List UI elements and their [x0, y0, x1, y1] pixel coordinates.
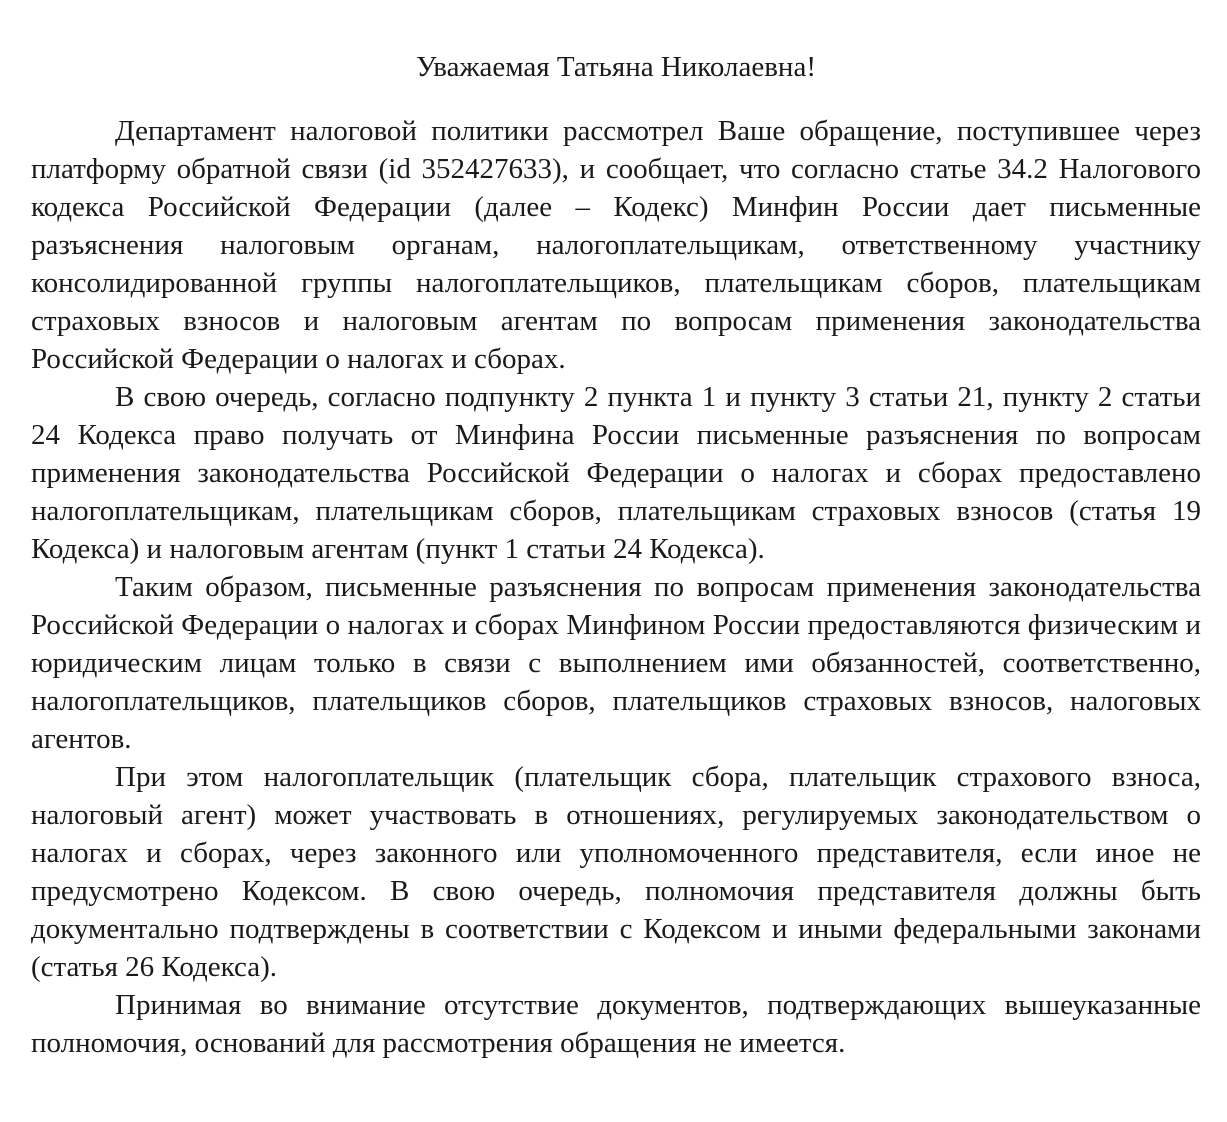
- paragraph-4: При этом налогоплательщик (плательщик сбора, плательщик страхового взноса, налоговый агент) может участвовать в отношениях, регулируемых законодательством о налогах и сборах, через законного или уполномоченного представителя, если иное не предусмотрено Кодексом. В свою очередь, полномочия представителя должны быть документально подтверждены в соответствии с Кодексом и иными федеральными законами (статья 26 Кодекса).: [31, 761, 1201, 983]
- paragraph-1: Департамент налоговой политики рассмотрел Ваше обращение, поступившее через платформу обратной связи (id 352427633), и сообщает, что согласно статье 34.2 Налогового кодекса Российской Федерации (далее – Кодекс) Минфин России дает письменные разъяснения налоговым органам, налогоплательщикам, ответственному участнику консолидированной группы налогоплательщиков, плательщикам сборов, плательщикам страховых взносов и налоговым агентам по вопросам применения законодательства Российской Федерации о налогах и сборах.: [31, 115, 1201, 375]
- paragraph-3: Таким образом, письменные разъяснения по вопросам применения законодательства Российской Федерации о налогах и сборах Минфином России предоставляются физическим и юридическим лицам только в связи с выполнением ими обязанностей, соответственно, налогоплательщиков, плательщиков сборов, плательщиков страховых взносов, налоговых агентов.: [31, 571, 1201, 755]
- salutation: Уважаемая Татьяна Николаевна!: [416, 51, 816, 83]
- paragraph-2: В свою очередь, согласно подпункту 2 пункта 1 и пункту 3 статьи 21, пункту 2 статьи 24 Кодекса право получать от Минфина России письменные разъяснения по вопросам применения законодательства Российской Федерации о налогах и сборах предоставлено налогоплательщикам, плательщикам сборов, плательщикам страховых взносов (статья 19 Кодекса) и налоговым агентам (пункт 1 статьи 24 Кодекса).: [31, 381, 1201, 565]
- paragraph-5: Принимая во внимание отсутствие документов, подтверждающих вышеуказанные полномочия, оснований для рассмотрения обращения не имеется.: [31, 989, 1201, 1059]
- letter-body: [31, 48, 1201, 1062]
